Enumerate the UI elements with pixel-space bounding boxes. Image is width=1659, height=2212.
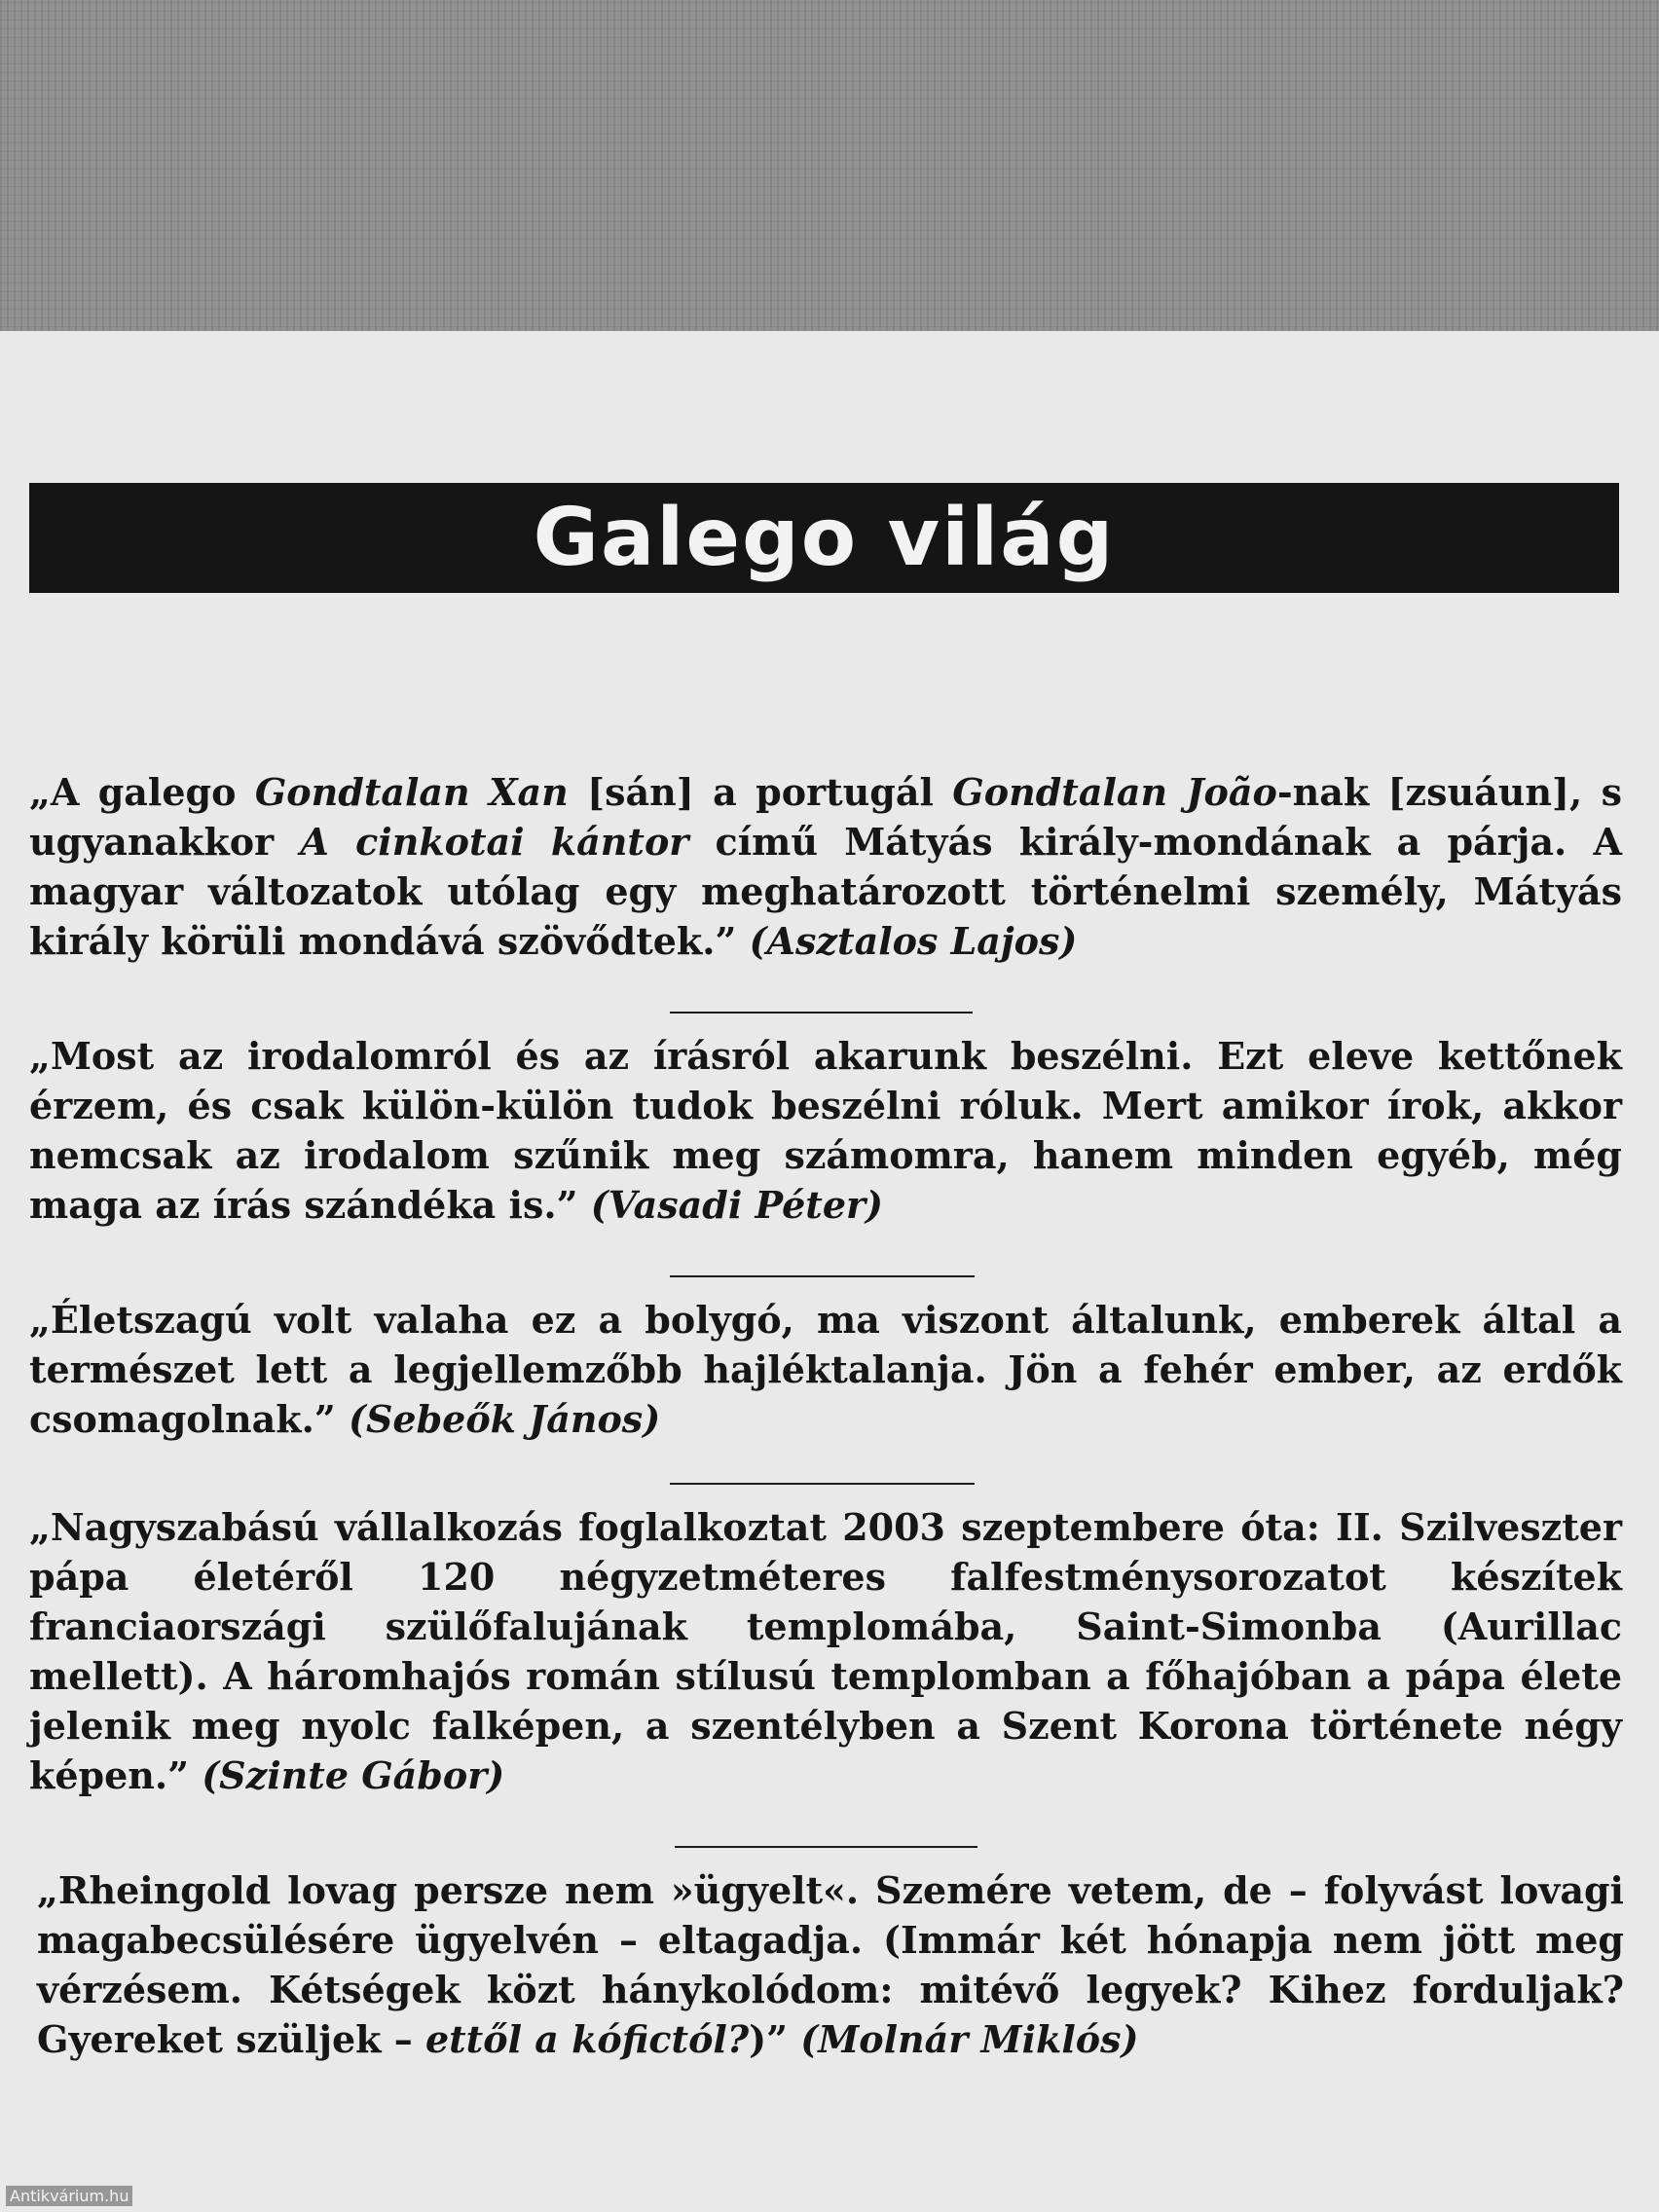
quote-1: „A galego Gondtalan Xan [sán] a portugál Gondtalan João-nak [zsuáun], s ugyanakkor A cinkotai kántor című Mátyás király-mondának a párja. A magyar változatok utólag egy meghatározott történelmi személy, Mátyás király körüli mondává szövődtek.” (Asztalos Lajos)	[29, 770, 1622, 963]
quote-author: (Vasadi Péter)	[590, 1183, 883, 1227]
divider	[670, 1012, 973, 1014]
background-surface	[0, 0, 1659, 336]
divider	[675, 1846, 977, 1848]
quote-2: „Most az irodalomról és az írásról akarunk beszélni. Ezt eleve kettőnek érzem, és csak külön-külön tudok beszélni róluk. Mert amikor írok, akkor nemcsak az irodalom szűnik meg számomra, hanem minden egyéb, még maga az írás szándéka is.” (Vasadi Péter)	[29, 1034, 1622, 1227]
title-banner	[29, 483, 1619, 593]
quote-4: „Nagyszabású vállalkozás foglalkoztat 2003 szeptembere óta: II. Szilveszter pápa életéről 120 négyzetméteres falfestménysorozatot készítek franciaországi szülőfalujának templomába, Saint-Simonba (Aurillac mellett). A háromhajós román stílusú templomban a főhajóban a pápa élete jelenik meg nyolc falképen, a szentélyben a Szent Korona története négy képen.” (Szinte Gábor)	[29, 1505, 1622, 1797]
quote-author: (Sebeők János)	[348, 1397, 661, 1441]
quote-5: „Rheingold lovag persze nem »ügyelt«. Szemére vetem, de – folyvást lovagi magabecsülésére ügyelvén – eltagadja. (Immár két hónapja nem jött meg vérzésem. Kétségek közt hánykolódom: mitévő legyek? Kihez forduljak? Gyereket szüljek – ettől a kófictól?)” (Molnár Miklós)	[37, 1868, 1624, 2061]
quote-author: (Molnár Miklós)	[800, 2017, 1139, 2061]
quote-author: (Asztalos Lajos)	[749, 919, 1078, 963]
watermark: Antikvárium.hu	[6, 2186, 132, 2206]
divider	[670, 1483, 975, 1485]
book-page	[0, 331, 1659, 2212]
quote-author: (Szinte Gábor)	[202, 1753, 505, 1797]
quote-3: „Életszagú volt valaha ez a bolygó, ma viszont általunk, emberek által a természet lett a legjellemzőbb hajléktalanja. Jön a fehér ember, az erdők csomagolnak.” (Sebeők János)	[29, 1298, 1622, 1441]
divider	[670, 1275, 975, 1277]
page-title: Galego világ	[533, 492, 1116, 584]
